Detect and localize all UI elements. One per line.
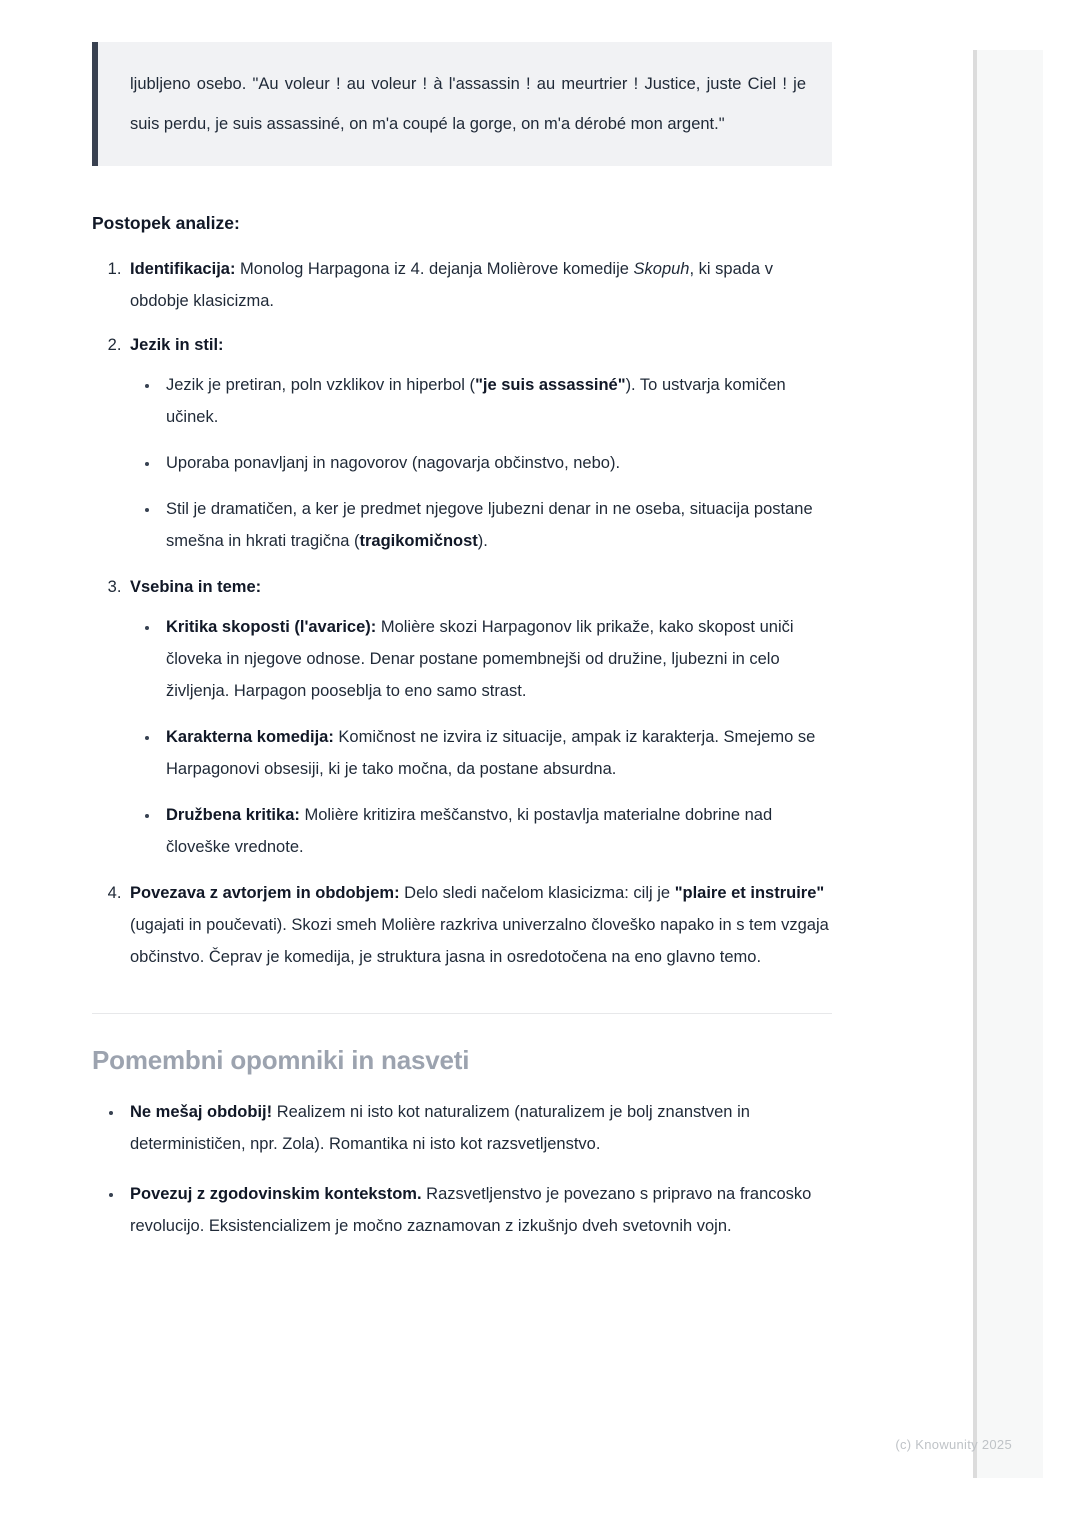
list-item bbox=[160, 369, 832, 433]
sub-text-post: ). To ustvarja komičen učinek. bbox=[166, 375, 786, 426]
sub-text: Komičnost ne izvira iz situacije, ampak iz karakterja. Smejemo se Harpagonovi obsesiji, ki je tako močna, da postane absurdna. bbox=[166, 727, 816, 778]
sub-text: Molière skozi Harpagonov lik prikaže, kako skopost uniči človeka in njegove odnose. Denar postane pomembnejši od družine, ljubezni in celo življenja. Harpagon pooseblja to eno samo strast. bbox=[166, 617, 794, 700]
tip-text: Realizem ni isto kot naturalizem (naturalizem je bolj znanstven in determinističen, npr. Zola). Romantika ni isto kot razsvetljenstvo. bbox=[130, 1102, 750, 1153]
item-label: Vsebina in teme: bbox=[130, 577, 262, 596]
sub-text-pre: Stil je dramatičen, a ker je predmet njegove ljubezni denar in ne oseba, situacija postane smešna in hkrati tragična ( bbox=[166, 499, 813, 550]
sub-list bbox=[130, 611, 832, 863]
sub-label: Družbena kritika: bbox=[166, 805, 300, 824]
tip-text: Razsvetljenstvo je povezano s pripravo na francosko revolucijo. Eksistencializem je močno zaznamovan z izkušnjo dveh svetovnih vojn. bbox=[130, 1184, 812, 1235]
item-italic-title: Skopuh bbox=[633, 259, 690, 278]
copyright-watermark: (c) Knowunity 2025 bbox=[895, 1437, 1012, 1452]
list-item bbox=[160, 721, 832, 785]
item-label: Identifikacija: bbox=[130, 259, 236, 278]
sub-text-bold: "je suis assassiné" bbox=[475, 375, 626, 394]
section-divider bbox=[92, 1013, 832, 1014]
item-label: Jezik in stil: bbox=[130, 335, 224, 354]
item-label: Povezava z avtorjem in obdobjem: bbox=[130, 883, 400, 902]
list-item bbox=[126, 877, 832, 973]
item-text-cont: (ugajati in poučevati). Skozi smeh Molière razkriva univerzalno človeško napako in s tem vzgaja občinstvo. Čeprav je komedija, je struktura jasna in osredotočena na eno glavno temo. bbox=[130, 915, 829, 966]
sub-list bbox=[130, 369, 832, 557]
quote-text: ljubljeno osebo. "Au voleur ! au voleur ! à l'assassin ! au meurtrier ! Justice, juste Ciel ! je suis perdu, je suis assassiné, on m'a coupé la gorge, on m'a dérobé mon argent." bbox=[130, 75, 806, 133]
list-item bbox=[126, 253, 832, 317]
quote-block bbox=[92, 42, 832, 166]
tips-section-heading: Pomembni opomniki in nasveti bbox=[92, 1044, 470, 1075]
list-item bbox=[160, 611, 832, 707]
procedure-heading: Postopek analize: bbox=[92, 213, 240, 233]
tip-label: Povezuj z zgodovinskim kontekstom. bbox=[130, 1184, 422, 1203]
list-item bbox=[160, 799, 832, 863]
sub-text-pre: Jezik je pretiran, poln vzklikov in hiperbol ( bbox=[166, 375, 476, 394]
tips-list bbox=[92, 1096, 832, 1242]
item-text: Delo sledi načelom klasicizma: cilj je bbox=[399, 883, 675, 902]
tip-label: Ne mešaj obdobij! bbox=[130, 1102, 273, 1121]
sub-label: Karakterna komedija: bbox=[166, 727, 334, 746]
list-item bbox=[160, 493, 832, 557]
sub-text-pre: Uporaba ponavljanj in nagovorov (nagovarja občinstvo, nebo). bbox=[166, 453, 621, 472]
list-item bbox=[124, 1096, 832, 1160]
item-bold-phrase: "plaire et instruire" bbox=[674, 883, 825, 902]
list-item bbox=[160, 447, 832, 479]
sub-text: Molière kritizira meščanstvo, ki postavlja materialne dobrine nad človeške vrednote. bbox=[166, 805, 773, 856]
list-item bbox=[126, 571, 832, 863]
sub-label: Kritika skoposti (l'avarice): bbox=[166, 617, 377, 636]
sub-text-bold: tragikomičnost bbox=[359, 531, 478, 550]
procedure-list bbox=[92, 253, 832, 973]
document-content bbox=[92, 0, 832, 1260]
item-text-cont: , ki spada v obdobje klasicizma. bbox=[130, 259, 773, 310]
item-text: Monolog Harpagona iz 4. dejanja Molièrove komedije bbox=[235, 259, 634, 278]
sub-text-post: ). bbox=[477, 531, 488, 550]
page-right-margin-panel bbox=[977, 50, 1043, 1478]
list-item bbox=[126, 329, 832, 557]
list-item bbox=[124, 1178, 832, 1242]
